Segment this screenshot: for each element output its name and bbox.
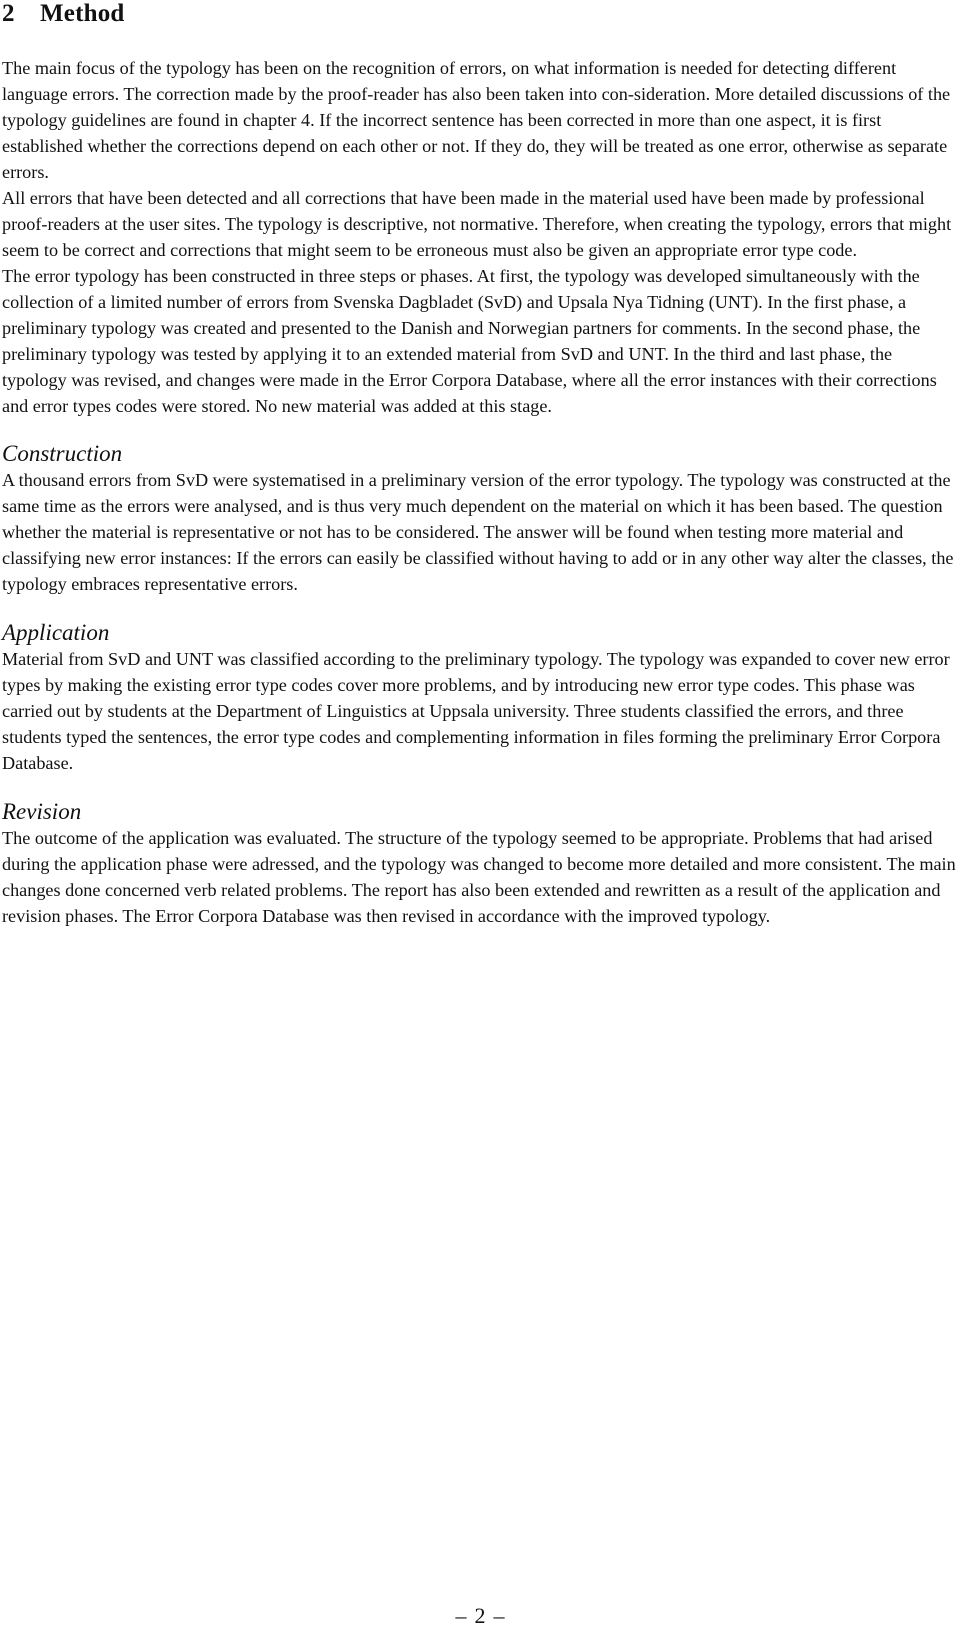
page-number: 2 [474,1603,486,1628]
construction-section [2,441,957,597]
intro-block [2,55,957,419]
application-section [2,620,957,776]
footer-dash-right: – [493,1603,505,1628]
section-title: Method [40,0,125,27]
footer-dash-left: – [455,1603,467,1628]
revision-heading: Revision [2,799,82,824]
revision-paragraph: The outcome of the application was evaluated. The structure of the typology seemed to be appropriate. Problems that had arised during the application phase were adressed, and the typology was changed to become more detailed and more consistent. The main changes done concerned verb related problems. The report has also been extended and rewritten as a result of the application and revision phases. The Error Corpora Database was then revised in accordance with the improved typology. [2,828,956,926]
intro-paragraph-3: The error typology has been constructed in three steps or phases. At first, the typology was developed simultaneously with the collection of a limited number of errors from Svenska Dagbladet (SvD) and Upsala Nya Tidning (UNT). In the first phase, a preliminary typology was created and presented to the Danish and Norwegian partners for comments. In the second phase, the preliminary typology was tested by applying it to an extended material from SvD and UNT. In the third and last phase, the typology was revised, and changes were made in the Error Corpora Database, where all the error instances with their corrections and error types codes were stored. No new material was added at this stage. [2,266,937,416]
page-footer [0,1603,960,1629]
intro-paragraph-1: The main focus of the typology has been on the recognition of errors, on what information is needed for detecting different language errors. The correction made by the proof-reader has also been taken into con-sideration. More detailed discussions of the typology guidelines are found in chapter 4. If the incorrect sentence has been corrected in more than one aspect, it is first established whether the corrections depend on each other or not. If they do, they will be treated as one error, otherwise as separate errors. [2,58,951,182]
construction-heading: Construction [2,441,123,466]
intro-paragraph-2: All errors that have been detected and all corrections that have been made in the material used have been made by professional proof-readers at the user sites. The typology is descriptive, not normative. Therefore, when creating the typology, errors that might seem to be correct and corrections that might seem to be erroneous must also be given an appropriate error type code. [2,188,952,260]
section-heading [2,0,957,28]
revision-section [2,799,957,929]
page-content [2,0,957,929]
application-heading: Application [2,620,110,645]
section-number: 2 [2,0,15,27]
construction-paragraph: A thousand errors from SvD were systematised in a preliminary version of the error typology. The typology was constructed at the same time as the errors were analysed, and is thus very much dependent on the material on which it has been based. The question whether the material is representative or not has to be considered. The answer will be found when testing more material and classifying new error instances: If the errors can easily be classified without having to add or in any other way alter the classes, the typology embraces representative errors. [2,470,954,594]
application-paragraph: Material from SvD and UNT was classified according to the preliminary typology. The typology was expanded to cover new error types by making the existing error type codes cover more problems, and by introducing new error type codes. This phase was carried out by students at the Department of Linguistics at Uppsala university. Three students classified the errors, and three students typed the sentences, the error type codes and complementing information in files forming the preliminary Error Corpora Database. [2,649,950,773]
